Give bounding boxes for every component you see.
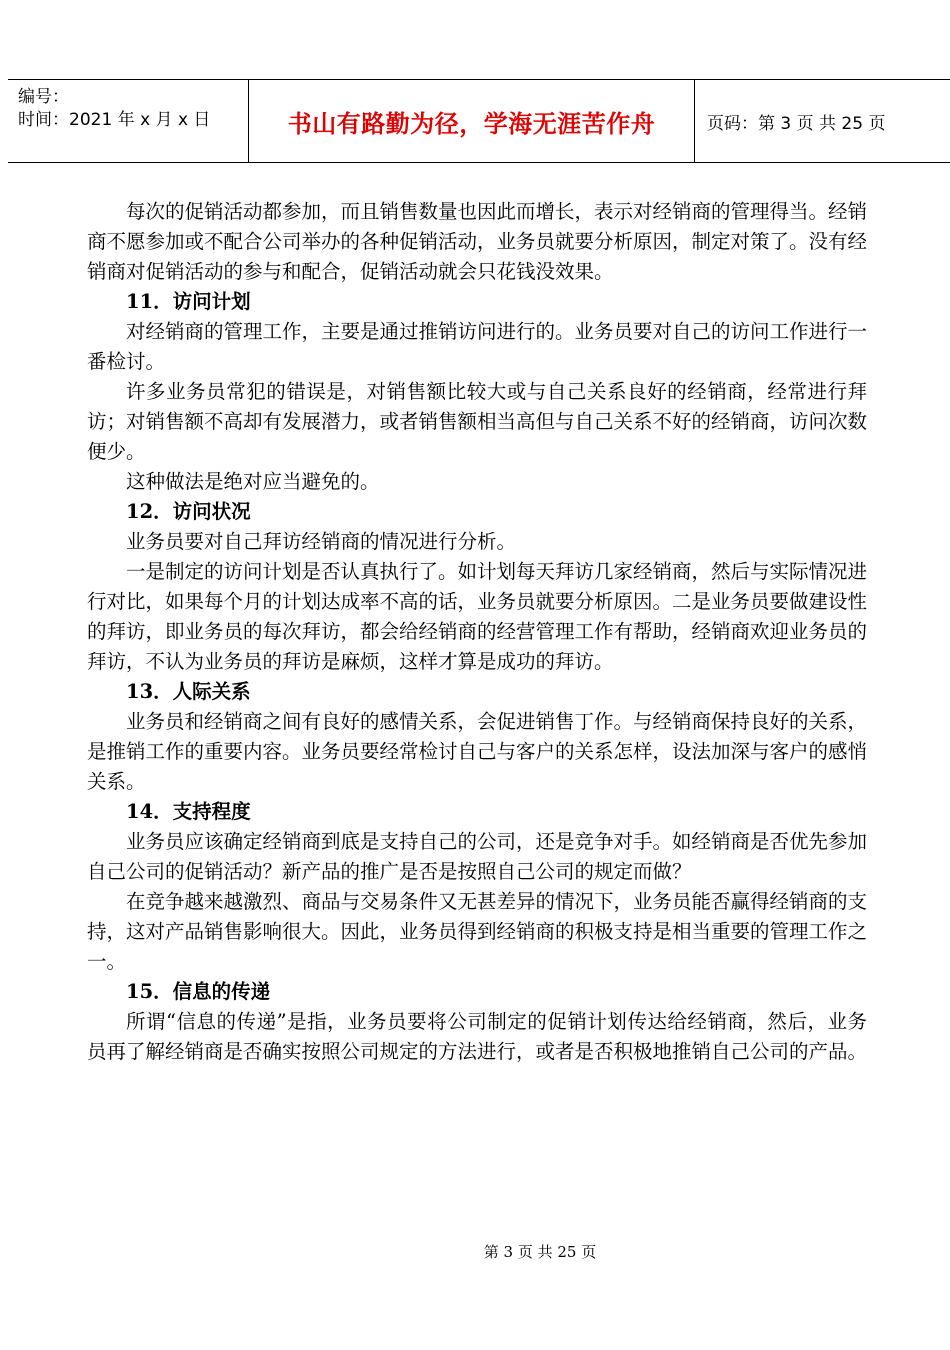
paragraph: 一是制定的访问计划是否认真执行了。如计划每天拜访几家经销商，然后与实际情况进行对比，如果每个月的计划达成率不高的话，业务员就要分析原因。二是业务员要做建设性的拜访，即业务员的每次拜访，都会给经销商的经营管理工作有帮助，经销商欢迎业务员的拜访，不认为业务员的拜访是麻烦，这样才算是成功的拜访。 <box>87 560 868 673</box>
document-body <box>87 197 867 1067</box>
paragraph: 业务员和经销商之间有良好的感情关系，会促进销售丁作。与经销商保持良好的关系，是推销工作的重要内容。业务员要经常检讨自己与客户的关系怎样，设法加深与客户的感悄关系。 <box>87 710 868 793</box>
section-heading: 12．访问状况 <box>126 500 251 523</box>
paragraph: 许多业务员常犯的错误是，对销售额比较大或与自己关系良好的经销商，经常进行拜访；对销售额不高却有发展潜力，或者销售额相当高但与自己关系不好的经销商，访问次数便少。 <box>87 380 868 463</box>
page-footer: 第 3 页 共 25 页 <box>483 1243 597 1261</box>
document-number-label: 编号： <box>18 87 69 107</box>
paragraph: 每次的促销活动都参加，而且销售数量也因此而增长，表示对经销商的管理得当。经销商不愿参加或不配合公司举办的各种促销活动，业务员就要分析原因，制定对策了。没有经销商对促销活动的参与和配合，促销活动就会只花钱没效果。 <box>87 200 868 283</box>
section-heading: 14．支持程度 <box>126 800 251 823</box>
paragraph: 业务员要对自己拜访经销商的情况进行分析。 <box>126 530 517 553</box>
header-motto: 书山有路勤为径，学海无涯苦作舟 <box>249 80 695 162</box>
header-meta <box>8 80 249 162</box>
header-page-number: 页码：第 3 页 共 25 页 <box>707 113 886 134</box>
paragraph: 这种做法是绝对应当避免的。 <box>126 470 380 493</box>
document-date: 时间：2021 年 x 月 x 日 <box>18 110 211 130</box>
paragraph: 在竞争越来越激烈、商品与交易条件又无甚差异的情况下，业务员能否赢得经销商的支持，这对产品销售影响很大。因此，业务员得到经销商的积极支持是相当重要的管理工作之一。 <box>87 890 868 973</box>
section-heading: 13．人际关系 <box>126 680 251 703</box>
paragraph: 所谓“信息的传递”是指，业务员要将公司制定的促销计划传达给经销商，然后，业务员再了解经销商是否确实按照公司规定的方法进行，或者是否积极地推销自己公司的产品。 <box>87 1010 868 1063</box>
section-heading: 11．访问计划 <box>126 290 251 313</box>
section-heading: 15．信息的传递 <box>126 980 271 1003</box>
paragraph: 业务员应该确定经销商到底是支持自己的公司，还是竞争对手。如经销商是否优先参加自己公司的促销活动？新产品的推广是否是按照自己公司的规定而做？ <box>87 830 868 883</box>
document-header <box>8 79 950 163</box>
paragraph: 对经销商的管理工作，主要是通过推销访问进行的。业务员要对自己的访问工作进行一番检讨。 <box>87 320 868 373</box>
